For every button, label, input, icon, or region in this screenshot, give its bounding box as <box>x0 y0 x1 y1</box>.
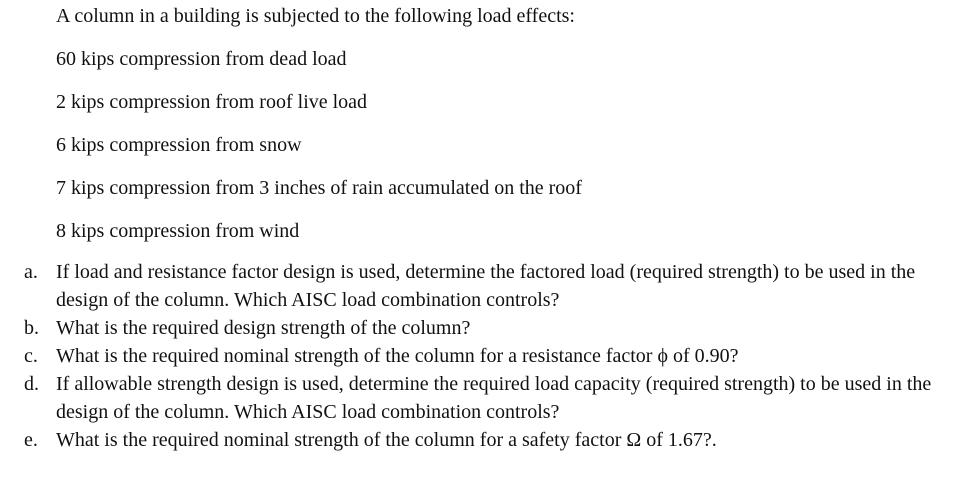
question-text: What is the required design strength of the column? <box>56 317 471 339</box>
question-marker: d. <box>24 373 39 395</box>
question-marker: e. <box>24 429 38 451</box>
question-text: What is the required nominal strength of the column for a resistance factor ϕ of 0.90? <box>56 345 739 367</box>
load-item-dead: 60 kips compression from dead load <box>56 48 347 70</box>
load-item-wind: 8 kips compression from wind <box>56 220 300 242</box>
question-text: If load and resistance factor design is used, determine the factored load (required strength) to be used in the design of the column. Which AISC load combination controls? <box>56 261 916 311</box>
question-marker: a. <box>24 261 38 283</box>
load-item-snow: 6 kips compression from snow <box>56 134 302 156</box>
load-item-roof-live: 2 kips compression from roof live load <box>56 91 368 113</box>
question-marker: b. <box>24 317 39 339</box>
load-item-rain: 7 kips compression from 3 inches of rain accumulated on the roof <box>56 177 582 199</box>
question-text: What is the required nominal strength of the column for a safety factor Ω of 1.67?. <box>56 429 717 451</box>
question-text: If allowable strength design is used, determine the required load capacity (required strength) to be used in the design of the column. Which AISC load combination controls? <box>56 373 932 423</box>
question-marker: c. <box>24 345 38 367</box>
intro-text: A column in a building is subjected to the following load effects: <box>56 5 575 27</box>
